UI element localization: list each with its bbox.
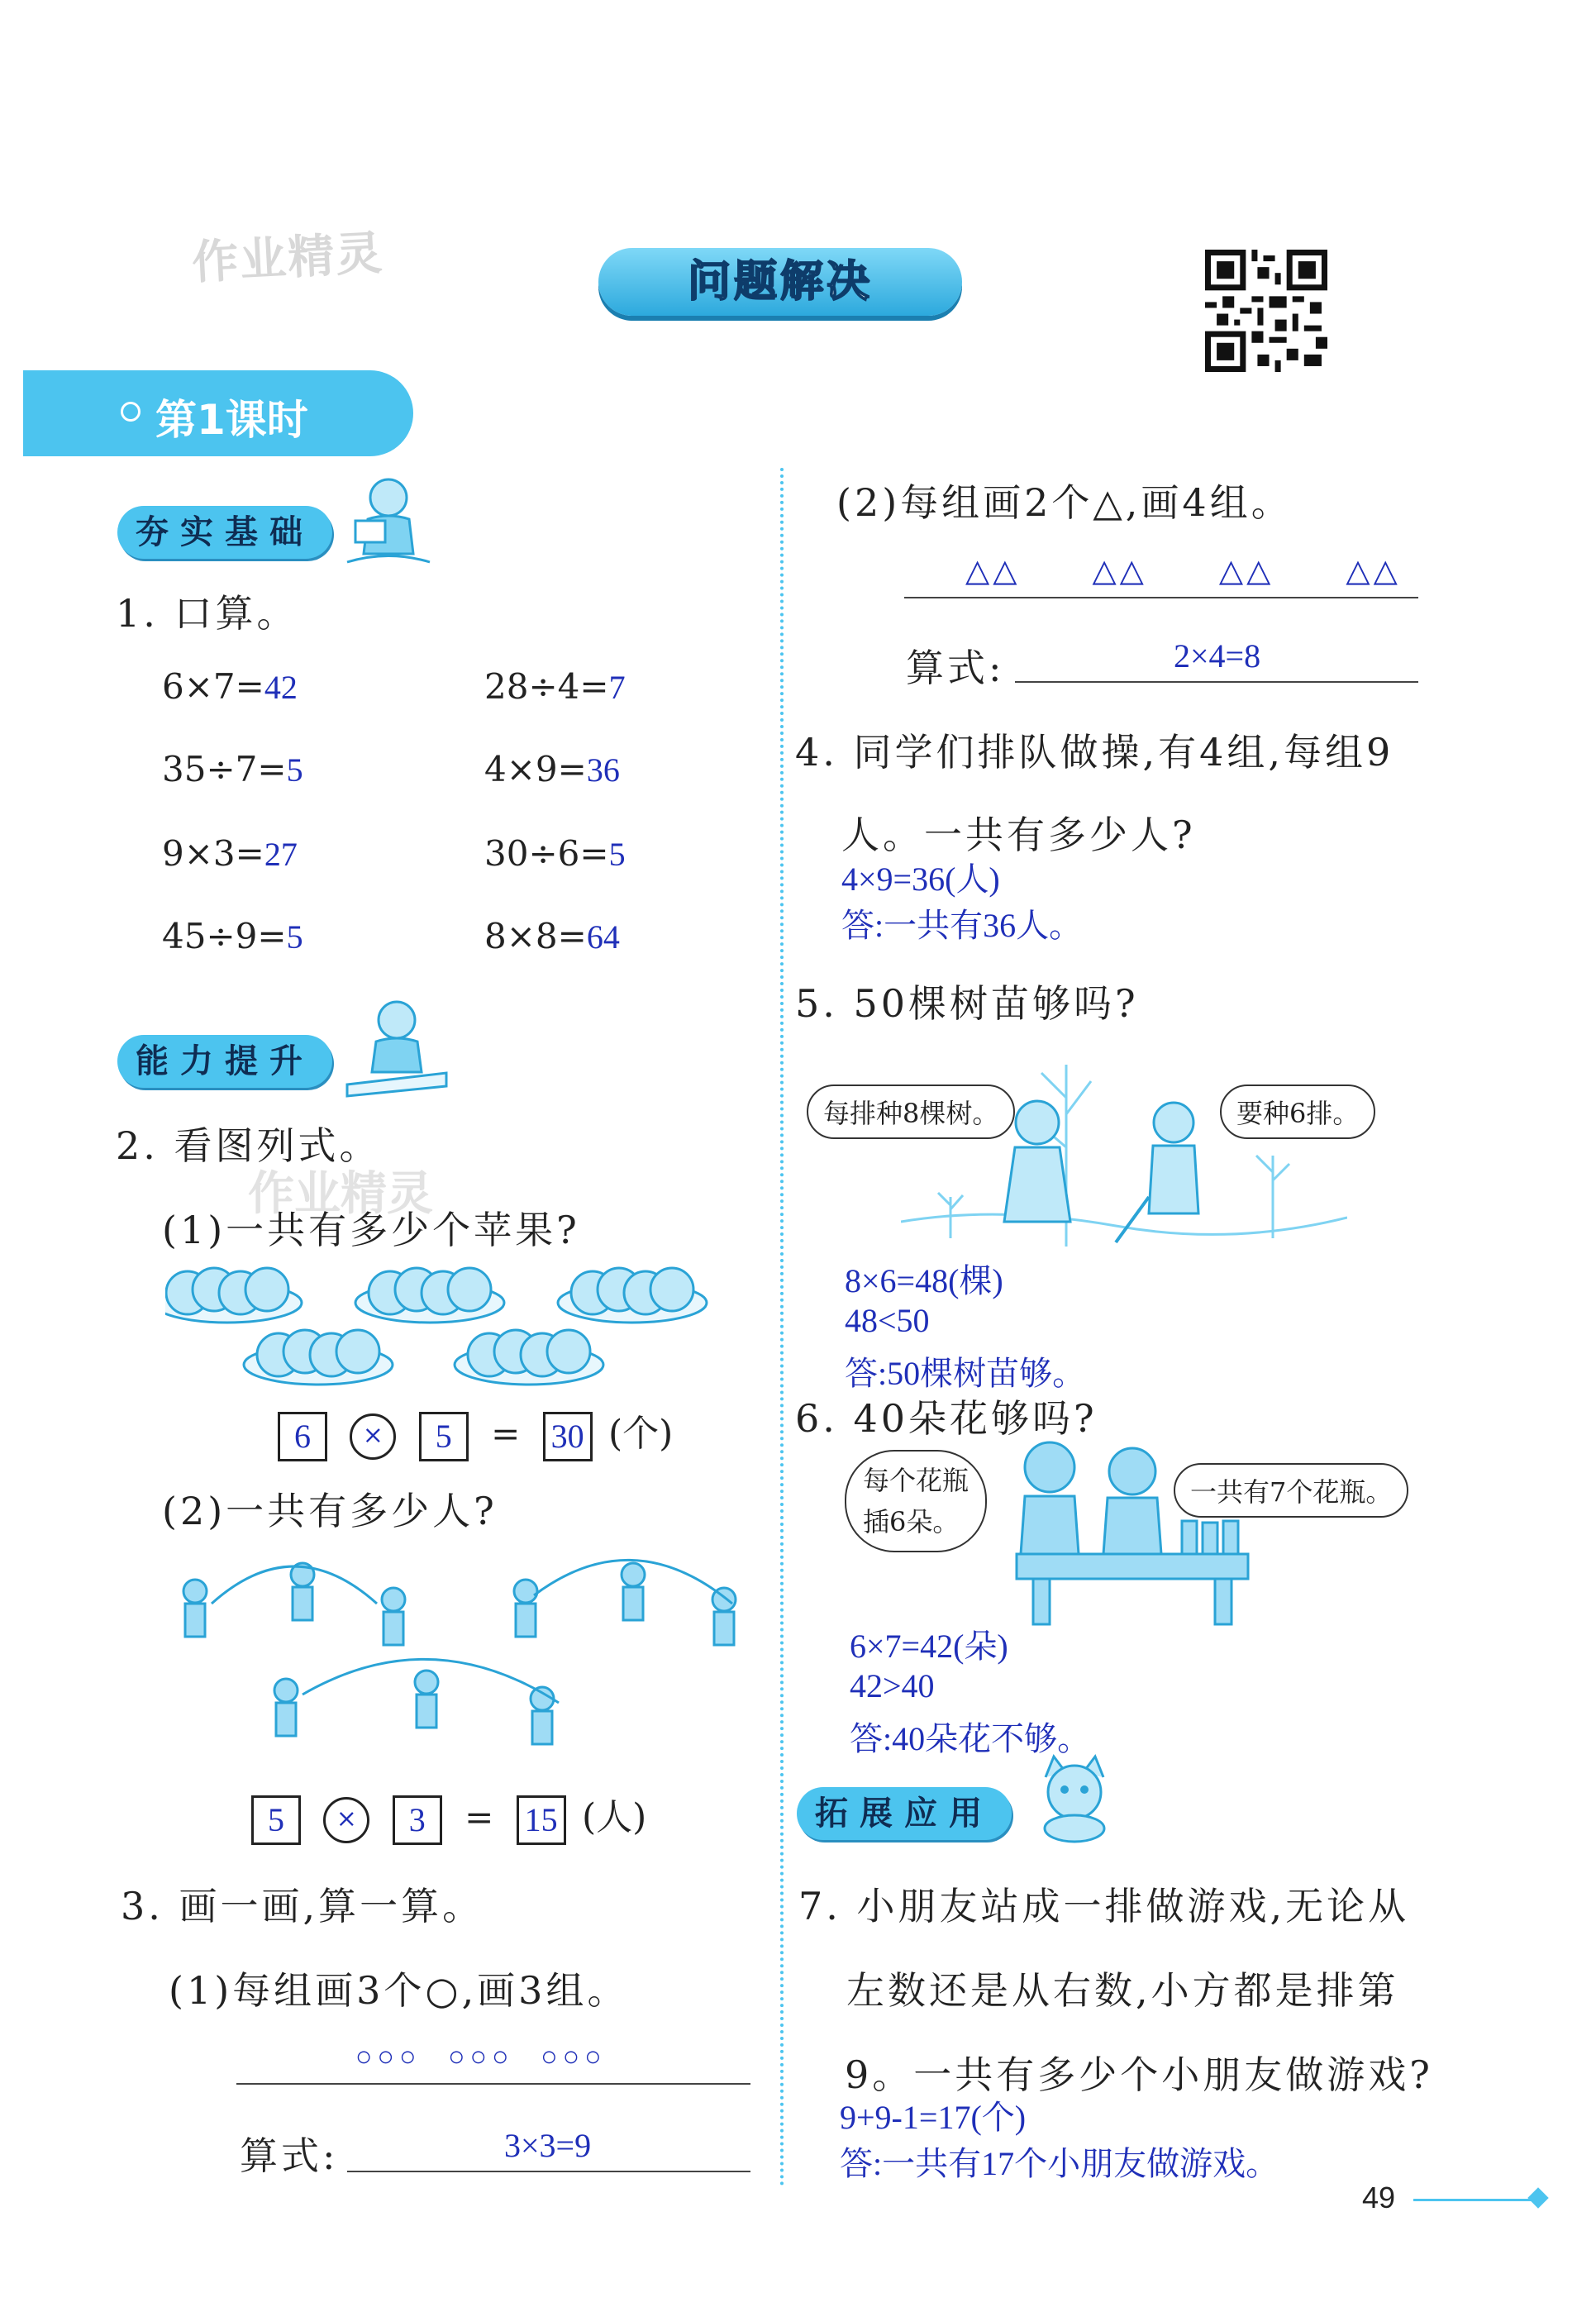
q6-answer-compare[interactable]: 42>40 (850, 1667, 935, 1704)
q1-item-answer[interactable]: 64 (586, 918, 620, 956)
q2-p1-unit: (个) (608, 1413, 674, 1455)
kid-body-shape (623, 1587, 643, 1620)
q1-item-answer[interactable]: 5 (286, 918, 303, 956)
q6-bubble-right (1174, 1463, 1408, 1518)
watermark-text-mid: 作业精灵 (248, 1167, 433, 1221)
q3-p2-formula[interactable]: 2×4=8 (1174, 637, 1261, 675)
apple-shape (448, 1268, 491, 1311)
q3-p1-drawing[interactable]: ○○○ ○○○ ○○○ (355, 2042, 607, 2072)
q7-answer-formula[interactable]: 9+9-1=17(个) (840, 2099, 1027, 2136)
q3-p1-formula[interactable]: 3×3=9 (504, 2127, 592, 2164)
kid-head-shape (622, 1563, 645, 1586)
q6-answer-text[interactable]: 答:40朵花不够。 (850, 1720, 1091, 1757)
apple-shape (336, 1330, 379, 1373)
kid-body-shape (293, 1587, 312, 1620)
q4-prompt-line1: 4. 同学们排队做操,有4组,每组9 (795, 730, 1394, 775)
q1-item (484, 666, 626, 707)
q1-item-expression: 8×8= (484, 916, 587, 956)
q1-item (162, 833, 298, 874)
q5-bubble-right-text: 要种6排。 (1236, 1098, 1360, 1129)
q1-item (484, 833, 626, 874)
girl-reading-illustration (331, 471, 438, 570)
q1-item-expression: 30÷6= (484, 833, 609, 874)
section-basic-label: 夯实基础 (136, 513, 314, 551)
q7-prompt-line3: 9。一共有多少个小朋友做游戏? (845, 2052, 1433, 2097)
q5-prompt: 5. 50棵树苗够吗? (795, 981, 1139, 1026)
chapter-title: 问题解决 (687, 257, 873, 307)
q1-item-answer[interactable]: 5 (608, 836, 626, 873)
kid-head-shape (514, 1580, 537, 1603)
q2-p2-box-b[interactable]: 3 (393, 1795, 442, 1845)
apple-shape (650, 1268, 693, 1311)
q3-p1-formula-line (347, 2171, 750, 2172)
q5-bubble-left-text: 每排种8棵树。 (823, 1098, 999, 1129)
q3-p2-drawing[interactable]: △△ △△ △△ △△ (965, 554, 1401, 589)
q6-prompt: 6. 40朵花够吗? (795, 1396, 1098, 1441)
q1-item (162, 916, 303, 956)
q5-bubble-left (807, 1084, 1015, 1139)
bullet-icon (121, 402, 141, 422)
tree-planting-illustration (901, 1032, 1347, 1263)
lesson-tab (23, 370, 413, 456)
page-number: 49 (1362, 2181, 1396, 2214)
watermark-text: 作业精灵 (190, 226, 385, 291)
chapter-title-banner (598, 248, 962, 316)
kid-body-shape (185, 1604, 205, 1637)
cat-mascot-illustration (1025, 1752, 1124, 1843)
q2-p2-box-a[interactable]: 5 (251, 1795, 301, 1845)
q1-item-expression: 28÷4= (484, 666, 609, 707)
page-number-rule (1413, 2199, 1537, 2201)
q1-item (162, 749, 303, 789)
q2-p1-equation (278, 1404, 673, 1461)
q6-bubble-left-line2: 插6朵。 (863, 1506, 960, 1537)
q7-answer-text[interactable]: 答:一共有17个小朋友做游戏。 (840, 2145, 1279, 2182)
q2-prompt: 2. 看图列式。 (116, 1123, 381, 1168)
apple-plates-illustration (165, 1243, 744, 1392)
q4-answer-formula[interactable]: 4×9=36(人) (841, 860, 1000, 898)
section-ability-badge (117, 1035, 332, 1088)
q1-prompt: 1. 口算。 (116, 591, 298, 636)
q2-p2-prompt: (2)一共有多少人? (162, 1489, 498, 1533)
section-extend-badge (797, 1787, 1012, 1840)
q1-item-answer[interactable]: 36 (586, 751, 620, 789)
q1-item-expression: 45÷9= (162, 916, 287, 956)
apple-shape (245, 1268, 288, 1311)
q5-bubble-right (1220, 1084, 1375, 1139)
q5-answer-formula[interactable]: 8×6=48(棵) (845, 1262, 1003, 1299)
q7-prompt-line2: 左数还是从右数,小方都是排第 (846, 1968, 1399, 2013)
q2-p1-box-b[interactable]: 5 (419, 1412, 469, 1461)
section-basic-badge (117, 506, 332, 559)
q6-answer-formula[interactable]: 6×7=42(朵) (850, 1628, 1008, 1665)
watermark-logo (190, 217, 385, 293)
q1-item-expression: 9×3= (162, 833, 264, 874)
kid-head-shape (382, 1588, 405, 1611)
column-divider (780, 468, 784, 2187)
girl-writing-illustration (339, 994, 455, 1101)
q1-item (484, 916, 620, 956)
kid-body-shape (532, 1711, 552, 1744)
q2-p1-box-result[interactable]: 30 (543, 1412, 593, 1461)
q2-p1-box-a[interactable]: 6 (278, 1412, 327, 1461)
kid-body-shape (384, 1612, 403, 1645)
q1-item-expression: 4×9= (484, 749, 587, 789)
q4-answer-text[interactable]: 答:一共有36人。 (841, 907, 1083, 944)
q6-bubble-right-text: 一共有7个花瓶。 (1190, 1476, 1393, 1508)
q6-bubble-left (845, 1450, 987, 1552)
flower-vase-illustration (992, 1430, 1256, 1628)
q1-item-expression: 35÷7= (162, 749, 287, 789)
diamond-icon (1527, 2187, 1548, 2208)
q3-prompt: 3. 画一画,算一算。 (121, 1884, 484, 1928)
section-ability-label: 能力提升 (136, 1042, 314, 1080)
q6-bubble-left-line1: 每个花瓶 (863, 1465, 970, 1496)
q2-p1-prompt: (1)一共有多少个苹果? (162, 1208, 580, 1252)
jump-rope-kids-illustration (162, 1537, 757, 1761)
q1-item (162, 666, 298, 707)
q2-p1-equals: = (491, 1413, 521, 1454)
kid-body-shape (276, 1703, 296, 1736)
kid-head-shape (415, 1671, 438, 1694)
kid-body-shape (714, 1612, 734, 1645)
q1-item-expression: 6×7= (162, 666, 264, 707)
q4-prompt-line2: 人。一共有多少人? (841, 813, 1196, 857)
q1-item-answer[interactable]: 7 (608, 669, 626, 706)
lesson-label: 第1课时 (155, 396, 308, 444)
q3-p2-prompt: (2)每组画2个△,画4组。 (836, 480, 1293, 525)
q2-p2-box-result[interactable]: 15 (517, 1795, 566, 1845)
q2-p2-operator[interactable]: × (323, 1797, 369, 1843)
q3-p1-prompt: (1)每组画3个○,画3组。 (169, 1968, 629, 2013)
q1-item-answer[interactable]: 5 (286, 751, 303, 789)
q1-item-answer[interactable]: 27 (264, 836, 298, 873)
q3-p2-drawing-line (904, 597, 1418, 598)
q5-answer-compare[interactable]: 48<50 (845, 1302, 930, 1339)
q2-p2-equals: = (465, 1797, 494, 1838)
q2-p2-equation (251, 1787, 646, 1845)
kid-head-shape (274, 1679, 298, 1702)
kid-body-shape (516, 1604, 536, 1637)
q3-p2-formula-label: 算式: (906, 646, 1005, 690)
q7-prompt-line1: 7. 小朋友站成一排做游戏,无论从 (798, 1884, 1410, 1928)
qr-code-icon[interactable] (1205, 250, 1327, 372)
q3-p2-formula-line (1015, 681, 1418, 683)
q3-p1-drawing-line (236, 2083, 750, 2085)
apple-shape (547, 1330, 590, 1373)
q3-p1-formula-label: 算式: (240, 2133, 339, 2178)
q2-p1-operator[interactable]: × (350, 1413, 396, 1460)
kid-head-shape (183, 1580, 207, 1603)
q1-item-answer[interactable]: 42 (264, 669, 298, 706)
q5-answer-text[interactable]: 答:50棵树苗够。 (845, 1355, 1086, 1392)
kid-body-shape (417, 1695, 436, 1728)
q2-p2-unit: (人) (582, 1796, 647, 1838)
q1-item (484, 749, 620, 789)
section-extend-label: 拓展应用 (815, 1795, 993, 1833)
